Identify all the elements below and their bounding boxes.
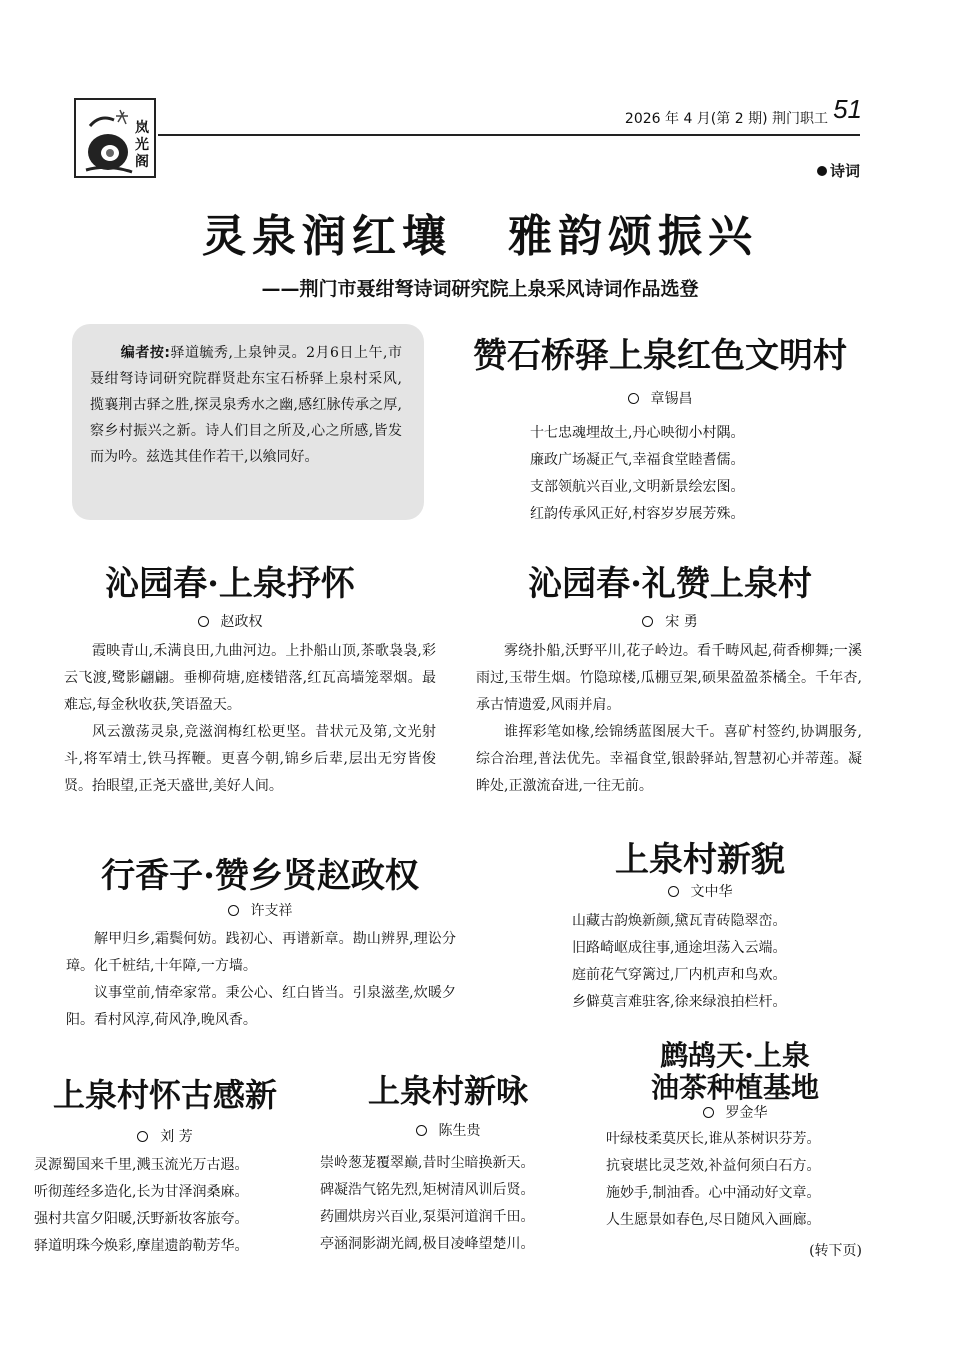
verse-line: 听彻莲经多造化,长为甘泽润桑麻。: [34, 1184, 249, 1200]
poem-title: 上泉村新咏: [367, 1072, 528, 1110]
author-name: 章锡昌: [650, 391, 693, 407]
poem-body: [572, 908, 786, 1016]
column-name: 岚光阁: [135, 120, 149, 170]
verse-line: 驿道明珠今焕彩,摩崖遗韵勒芳华。: [34, 1238, 249, 1254]
poem-author: [318, 1120, 578, 1140]
column-logo: [74, 98, 156, 178]
editor-note-label: 编者按:: [120, 345, 170, 361]
author-name: 赵政权: [220, 614, 263, 630]
circle-icon: [628, 393, 639, 404]
section-label: [817, 160, 860, 181]
poem-title: 上泉村新貌: [615, 840, 785, 880]
verse-line: 强村共富夕阳暖,沃野新妆客旅夸。: [34, 1211, 249, 1227]
poem-body: [66, 926, 456, 1034]
feature-title-part-b: 雅韵颂振兴: [508, 211, 758, 262]
poem-author: [600, 1102, 870, 1122]
verse-line: 人生愿景如春色,尽日随风入画廊。: [606, 1212, 821, 1228]
verse-line: 廉政广场凝正气,幸福食堂睦耆儒。: [530, 452, 745, 468]
poem-title: [600, 1040, 870, 1104]
poem-paragraph: 雾绕扑船,沃野平川,花子岭边。看千畴风起,荷香柳舞;一溪雨过,玉带生烟。竹隐琼楼,瓜棚豆架,硕果盈盈茶橘全。千年杏,承古情遗爱,风雨并肩。: [476, 643, 862, 713]
issue-info: 2026 年 4 月(第 2 期) 荆门职工: [624, 111, 828, 127]
author-name: 罗金华: [725, 1105, 768, 1121]
poem-title: 上泉村怀古感新: [52, 1076, 277, 1114]
verse-line: 抗衰堪比灵芝效,补益何须白石方。: [606, 1158, 821, 1174]
author-name: 宋 勇: [665, 614, 698, 630]
poem-body: [606, 1126, 820, 1234]
poem-paragraph: 解甲归乡,霜鬓何妨。践初心、再谱新章。勘山辨界,理讼分璋。化千桩结,十年障,一方墙。: [66, 931, 456, 974]
bullet-icon: [817, 166, 827, 176]
poem-author: [60, 611, 400, 631]
circle-icon: [137, 1131, 148, 1142]
poem-body: [476, 638, 862, 800]
poem-body: [34, 1152, 248, 1260]
page-number: 51: [833, 94, 862, 124]
poem-author: [480, 611, 860, 631]
poem-body: [530, 420, 744, 528]
author-name: 许支祥: [250, 903, 293, 919]
circle-icon: [198, 616, 209, 627]
poem-author: [30, 1126, 300, 1146]
poem-paragraph: 谁挥彩笔如椽,绘锦绣蓝图展大千。喜矿村签约,协调服务,综合治理,普法优先。幸福食堂,银龄驿站,智慧初心并蒂莲。凝眸处,正激流奋进,一往无前。: [476, 724, 862, 794]
poem-title-line: 鹧鸪天·上泉: [660, 1039, 810, 1072]
section-name: 诗词: [829, 162, 860, 180]
editor-note: [72, 324, 424, 520]
verse-line: 碑凝浩气铭先烈,矩树清风训后贤。: [320, 1182, 535, 1198]
verse-line: 施妙手,制油香。心中涌动好文章。: [606, 1185, 821, 1201]
header-rule: [158, 134, 860, 136]
author-name: 陈生贵: [438, 1123, 481, 1139]
circle-icon: [703, 1107, 714, 1118]
editor-note-text: 驿道毓秀,上泉钟灵。2月6日上午,市聂绀弩诗词研究院群贤赴东宝石桥驿上泉村采风,揽襄荆古驿之胜,探灵泉秀水之幽,感红脉传承之厚,察乡村振兴之新。诗人们目之所及,心之所感,皆发而为吟。兹选其佳作若干,以飨同好。: [90, 345, 402, 465]
feature-subtitle: ——荆门市聂绀弩诗词研究院上泉采风诗词作品选登: [261, 278, 699, 300]
circle-icon: [642, 616, 653, 627]
feature-title-part-a: 灵泉润红壤: [202, 211, 452, 262]
poem-title-line: 油茶种植基地: [650, 1071, 819, 1104]
verse-line: 庭前花气穿篱过,厂内机声和鸟欢。: [572, 967, 787, 983]
verse-line: 红韵传承风正好,村容岁岁展芳殊。: [530, 506, 745, 522]
verse-line: 亭涵洞影湖光阔,极目凌峰望楚川。: [320, 1236, 535, 1252]
verse-line: 十七忠魂埋故土,丹心映彻小村隅。: [530, 425, 745, 441]
poem-title: 沁园春·上泉抒怀: [105, 564, 355, 604]
poem-title: 沁园春·礼赞上泉村: [528, 564, 812, 604]
feature-title: [0, 200, 960, 264]
verse-line: 崇岭葱茏覆翠巅,昔时尘暗换新天。: [320, 1155, 535, 1171]
verse-line: 药圃烘房兴百业,泵渠河道润千田。: [320, 1209, 535, 1225]
continued-note: (转下页): [809, 1243, 862, 1259]
verse-line: 旧路崎岖成往事,通途坦荡入云端。: [572, 940, 787, 956]
verse-line: 灵源蜀国来千里,溅玉流光万古遐。: [34, 1157, 249, 1173]
circle-icon: [668, 886, 679, 897]
verse-line: 乡僻莫言难驻客,徐来绿浪拍栏杆。: [572, 994, 787, 1010]
poem-body: [64, 638, 436, 800]
verse-line: 叶绿枝柔莫厌长,谁从茶树识芬芳。: [606, 1131, 821, 1147]
poem-title: 赞石桥驿上泉红色文明村: [473, 336, 847, 376]
poem-author: [60, 900, 460, 920]
poem-title: 行香子·赞乡贤赵政权: [101, 856, 419, 896]
verse-line: 山藏古韵焕新颜,黛瓦青砖隐翠峦。: [572, 913, 787, 929]
author-name: 刘 芳: [160, 1129, 193, 1145]
poem-paragraph: 风云激荡灵泉,竞滋润梅红松更坚。昔状元及第,文光射斗,将军靖士,铁马挥鞭。更喜今朝,锦乡后辈,层出无穷皆俊贤。抬眼望,正尧天盛世,美好人间。: [64, 724, 436, 794]
poem-author: [560, 881, 840, 901]
ink-brush-icon: [80, 106, 136, 174]
poem-paragraph: 议事堂前,情牵家常。秉公心、红白皆当。引泉滋垄,炊暖夕阳。看村风淳,荷风净,晚风香。: [66, 985, 456, 1028]
poem-author: [450, 388, 870, 408]
poem-paragraph: 霞映青山,禾满良田,九曲河边。上扑船山顶,茶歌袅袅,彩云飞渡,鹭影翩翩。垂柳荷塘,庭楼错落,红瓦高墙笼翠烟。最难忘,每金秋收获,笑语盈天。: [64, 643, 436, 713]
circle-icon: [416, 1125, 427, 1136]
circle-icon: [228, 905, 239, 916]
author-name: 文中华: [690, 884, 733, 900]
poem-body: [320, 1150, 534, 1258]
verse-line: 支部领航兴百业,文明新景绘宏图。: [530, 479, 745, 495]
